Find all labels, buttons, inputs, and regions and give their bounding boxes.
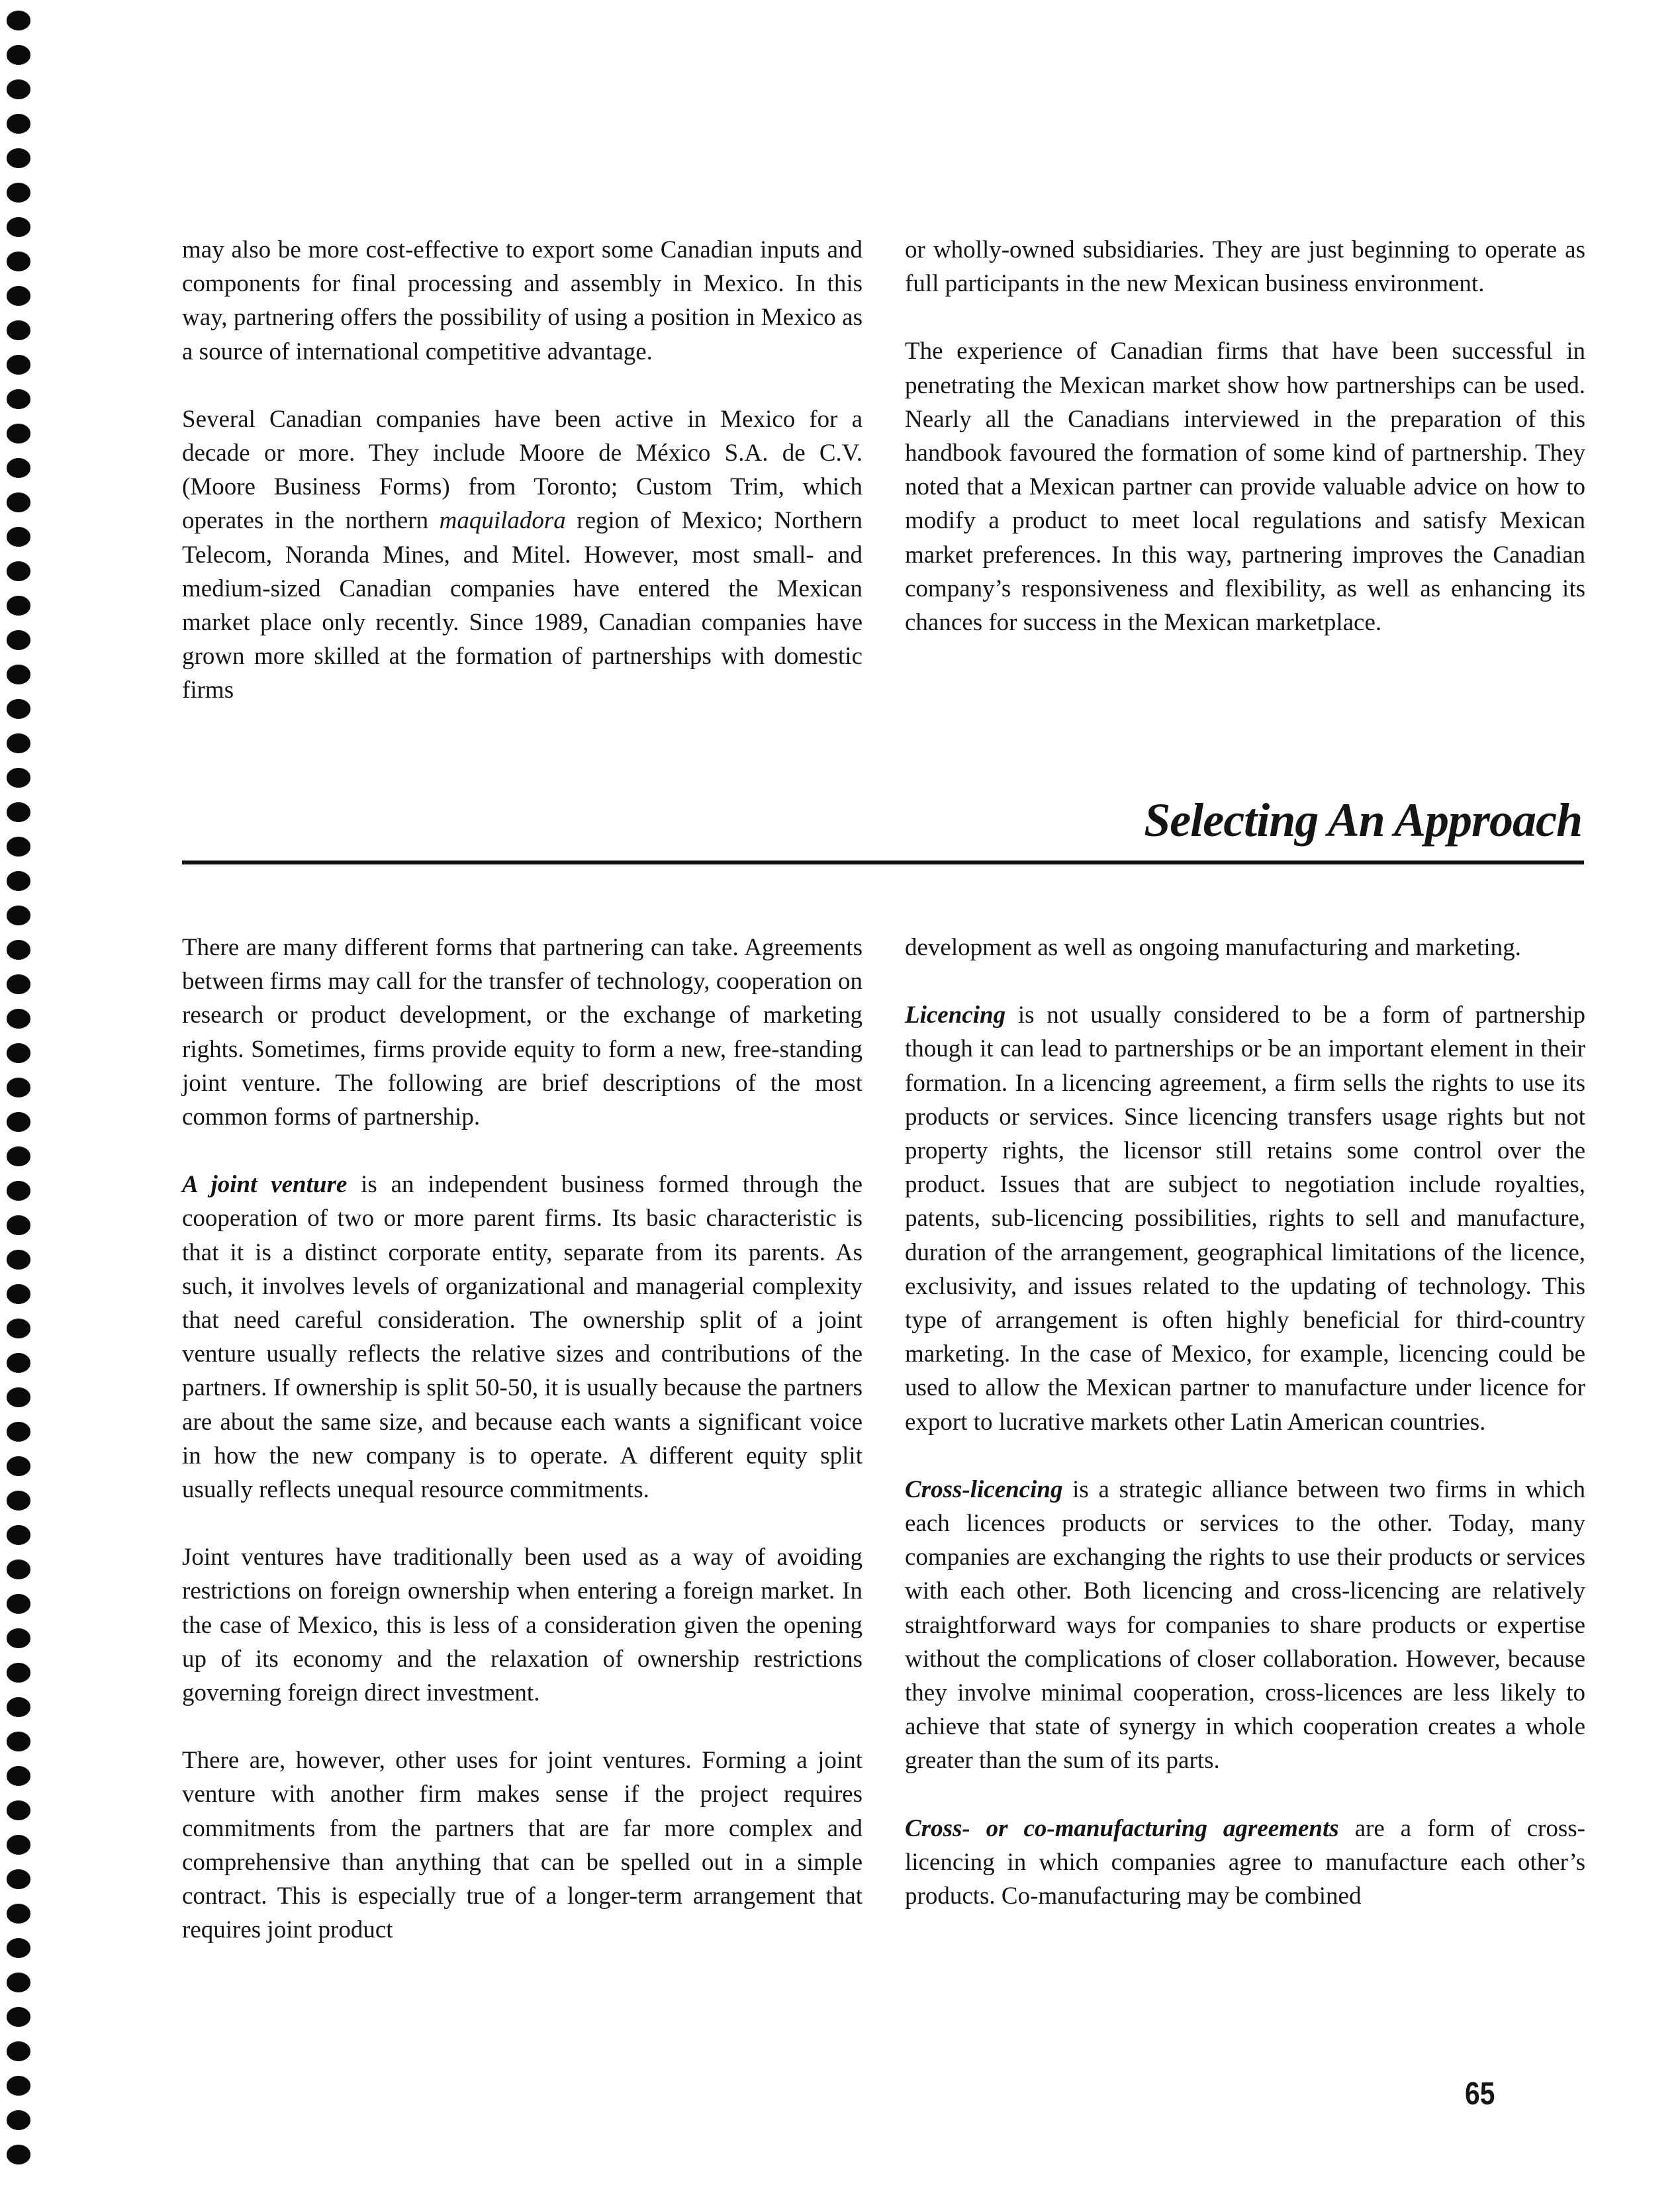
paragraph: Joint ventures have traditionally been used as a way of avoiding restrictions on foreign ownership when entering a foreign market. In the case of Mexico, this is less of a consideration given the opening up of its economy and the relaxation of ownership restrictions governing foreign direct investment. <box>182 1544 863 1707</box>
term-co-manufacturing: Cross- or co-manufacturing agreements <box>905 1814 1339 1842</box>
binding-hole <box>7 974 30 994</box>
binding-hole <box>7 1938 30 1958</box>
binding-hole <box>7 2145 30 2164</box>
binding-hole <box>7 1146 30 1166</box>
binding-hole <box>7 561 30 581</box>
term-licencing: Licencing <box>905 1001 1006 1029</box>
binding-hole <box>7 1628 30 1648</box>
binding-hole <box>7 45 30 65</box>
paragraph: or wholly-owned subsidiaries. They are just beginning to operate as full participants in the new Mexican business environment. <box>905 236 1585 298</box>
binding-hole <box>7 1284 30 1304</box>
binding-hole <box>7 424 30 443</box>
binding-hole <box>7 1422 30 1442</box>
text-run: Several Canadian companies have been active in Mexico for a decade or more. They include Moore de México S.A. de C.V. (Moore Business Forms) from Toronto; Custom Trim, which operates in the northern <box>182 405 863 535</box>
binding-hole <box>7 1319 30 1338</box>
binding-hole <box>7 1387 30 1407</box>
binding-hole <box>7 802 30 822</box>
binding-hole <box>7 837 30 857</box>
text-run: is a strategic alliance between two firms in which each licences products or services to the other. Today, many companies are exchanging the rights to use their products or services with each other. Both licencing and cross-licencing are relatively straightforward ways for companies to share products or expertise without the complications of closer collaboration. However, because they involve minimal cooperation, cross-licences are less likely to achieve that state of synergy in which cooperation creates a whole greater than the sum of its parts. <box>905 1475 1585 1775</box>
binding-hole <box>7 1732 30 1751</box>
binding-hole <box>7 1800 30 1820</box>
binding-hole <box>7 1835 30 1855</box>
binding-hole <box>7 286 30 306</box>
binding-hole <box>7 871 30 891</box>
binding-hole <box>7 252 30 271</box>
paragraph: There are many different forms that partnering can take. Agreements between firms may call for the transfer of technology, cooperation on research or product development, or the exchange of marketing rights. Sometimes, firms provide equity to form a new, free-standing joint venture. The following are brief descriptions of the most common forms of partnership. <box>182 934 863 1131</box>
binding-hole <box>7 1078 30 1097</box>
section-heading: Selecting An Approach <box>1144 794 1582 847</box>
paragraph <box>905 1473 1585 1778</box>
binding-hole <box>7 1525 30 1545</box>
spiral-binding <box>7 0 30 2187</box>
binding-hole <box>7 2076 30 2096</box>
binding-hole <box>7 1766 30 1786</box>
binding-hole <box>7 665 30 684</box>
binding-hole <box>7 389 30 409</box>
binding-hole <box>7 1456 30 1476</box>
binding-hole <box>7 114 30 134</box>
paragraph <box>182 1168 863 1507</box>
term-cross-licencing: Cross-licencing <box>905 1475 1063 1503</box>
binding-hole <box>7 79 30 99</box>
paragraph: There are, however, other uses for joint ventures. Forming a joint venture with another firm makes sense if the project requires commitments from the partners that are far more complex and comprehensive than anything that can be spelled out in a simple contract. This is especially true of a longer-term arrangement that requires joint product <box>182 1747 863 1944</box>
binding-hole <box>7 1663 30 1683</box>
binding-hole <box>7 1009 30 1029</box>
paragraph: may also be more cost-effective to export some Canadian inputs and components for final processing and assembly in Mexico. In this way, partnering offers the possibility of using a position in Mexico as a source of international competitive advantage. <box>182 236 863 365</box>
heading-rule <box>182 861 1584 864</box>
binding-hole <box>7 527 30 547</box>
binding-hole <box>7 1869 30 1889</box>
binding-hole <box>7 596 30 616</box>
binding-hole <box>7 906 30 925</box>
binding-hole <box>7 458 30 478</box>
binding-hole <box>7 1491 30 1511</box>
binding-hole <box>7 1559 30 1579</box>
binding-hole <box>7 1250 30 1270</box>
paragraph: The experience of Canadian firms that have been successful in penetrating the Mexican market show how partnerships can be used. Nearly all the Canadians interviewed in the preparation of this handbook favoured the formation of some kind of partnership. They noted that a Mexican partner can provide valuable advice on how to modify a product to meet local regulations and satisfy Mexican market preferences. In this way, partnering improves the Canadian company’s responsiveness and flexibility, as well as enhancing its chances for success in the Mexican marketplace. <box>905 338 1585 637</box>
binding-hole <box>7 733 30 753</box>
text-run: is an independent business formed through the cooperation of two or more parent firms. Its basic characteristic is that it is a distinct corporate entity, separate from its parents. As such, it involves levels of organizational and managerial complexity that need careful consideration. The ownership split of a joint venture usually reflects the relative sizes and contributions of the partners. If ownership is split 50-50, it is usually because the partners are about the same size, and because each wants a significant voice in how the new company is to operate. A different equity split usually reflects unequal resource commitments. <box>182 1171 863 1504</box>
binding-hole <box>7 630 30 650</box>
binding-hole <box>7 1973 30 1992</box>
term-joint-venture: A joint venture <box>182 1171 348 1199</box>
binding-hole <box>7 1181 30 1201</box>
binding-hole <box>7 699 30 719</box>
binding-hole <box>7 1112 30 1132</box>
binding-hole <box>7 1353 30 1373</box>
text-run: are a form of cross-licencing in which companies agree to manufacture each other’s products. Co-manufacturing may be combined <box>905 1814 1585 1910</box>
binding-hole <box>7 2007 30 2027</box>
binding-hole <box>7 1043 30 1063</box>
binding-hole <box>7 11 30 30</box>
binding-hole <box>7 768 30 788</box>
paragraph: development as well as ongoing manufacturing and marketing. <box>905 934 1521 961</box>
top-left-column <box>182 233 863 708</box>
binding-hole <box>7 1594 30 1614</box>
paragraph <box>182 402 863 708</box>
binding-hole <box>7 1215 30 1235</box>
top-right-column <box>905 233 1585 639</box>
binding-hole <box>7 320 30 340</box>
paragraph <box>905 1812 1585 1914</box>
text-run: region of Mexico; Northern Telecom, Noranda Mines, and Mitel. However, most small- and medium-sized Canadian companies have entered the Mexican market place only recently. Since 1989, Canadian companies have grown more skilled at the formation of partnerships with domestic firms <box>182 507 863 704</box>
binding-hole <box>7 1697 30 1717</box>
page-number: 65 <box>1465 2076 1495 2112</box>
binding-hole <box>7 2041 30 2061</box>
binding-hole <box>7 940 30 960</box>
binding-hole <box>7 492 30 512</box>
binding-hole <box>7 183 30 203</box>
text-run: is not usually considered to be a form of partnership though it can lead to partnerships or be an important element in their formation. In a licencing agreement, a firm sells the rights to use its products or services. Since licencing transfers usage rights but not property rights, the licensor still retains some control over the product. Issues that are subject to negotiation include royalties, patents, sub-licencing possibilities, rights to sell and manufacture, duration of the arrangement, geographical limitations of the licence, exclusivity, and issues related to the updating of technology. This type of arrangement is often highly beneficial for third-country marketing. In the case of Mexico, for example, licencing could be used to allow the Mexican partner to manufacture under licence for export to lucrative markets other Latin American countries. <box>905 1001 1585 1436</box>
italic-term: maquiladora <box>439 507 566 535</box>
bottom-left-column <box>182 931 863 1947</box>
paragraph <box>905 998 1585 1439</box>
binding-hole <box>7 2110 30 2130</box>
binding-hole <box>7 148 30 168</box>
binding-hole <box>7 355 30 375</box>
binding-hole <box>7 217 30 237</box>
binding-hole <box>7 1904 30 1924</box>
bottom-right-column <box>905 931 1585 1913</box>
